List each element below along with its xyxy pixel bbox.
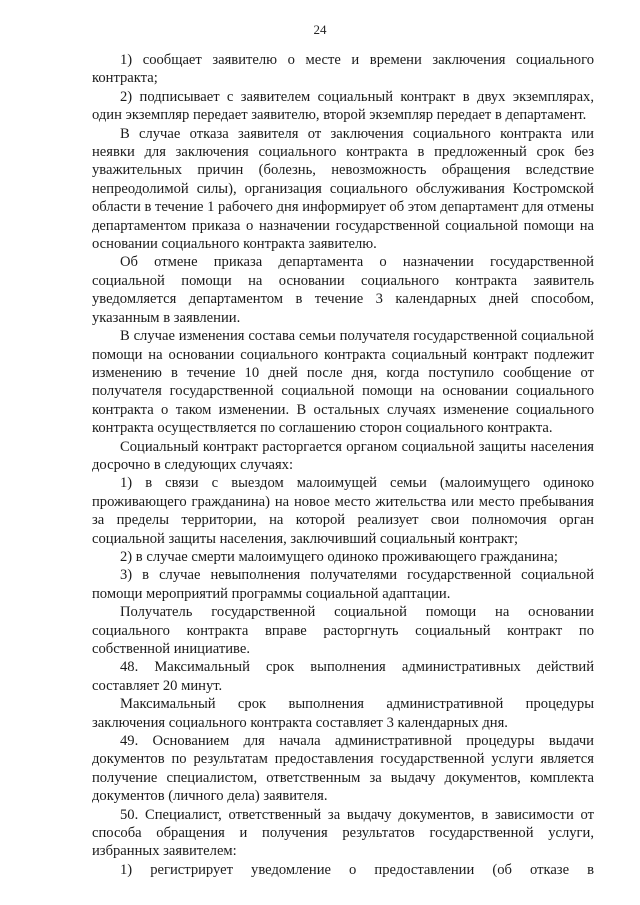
paragraph-3: В случае отказа заявителя от заключения социального контракта или неявки для заключения социального контракта в предложенный срок без уважительных причин (болезнь, невозможность обращения вследствие непреодолимой силы), организация социального обслуживания Костромской области в течение 1 рабочего дня информирует об этом департамент для отмены департаментом приказа о назначении государственной социальной помощи на основании социального контракта заявителю.: [92, 125, 594, 253]
paragraph-13: 49. Основанием для начала административной процедуры выдачи документов по результатам предоставления государственной услуги является получение специалистом, ответственным за выдачу документов, комплекта документов (личного дела) заявителя.: [92, 733, 594, 805]
paragraph-6: Социальный контракт расторгается органом социальной защиты населения досрочно в следующих случаях:: [92, 438, 594, 473]
paragraph-12: Максимальный срок выполнения административной процедуры заключения социального контракта составляет 3 календарных дня.: [92, 696, 594, 731]
paragraph-1: 1) сообщает заявителю о месте и времени заключения социального контракта;: [92, 52, 594, 87]
paragraph-8: 2) в случае смерти малоимущего одиноко проживающего гражданина;: [120, 548, 558, 565]
paragraph-7: 1) в связи с выездом малоимущей семьи (малоимущего одиноко проживающего гражданина) на новое место жительства или место пребывания за пределы территории, на которой реализует свои полномочия орган социальной защиты населения, заключивший социальный контракт;: [92, 475, 594, 547]
paragraph-15: 1) регистрирует уведомление о предоставлении (об отказе в: [120, 861, 594, 878]
page-number: 24: [313, 22, 327, 37]
paragraph-14: 50. Специалист, ответственный за выдачу документов, в зависимости от способа обращения и получения результатов государственной услуги, избранных заявителем:: [92, 806, 594, 860]
document-body: [92, 51, 594, 879]
paragraph-5: В случае изменения состава семьи получателя государственной социальной помощи на основании социального контракта социальный контракт подлежит изменению в течение 10 дней после дня, когда поступило сообщение от получателя государственной социальной помощи на основании социального контракта о таком изменении. В остальных случаях изменение социального контракта осуществляется по соглашению сторон социального контракта.: [92, 328, 594, 437]
paragraph-9: 3) в случае невыполнения получателями государственной социальной помощи мероприятий программы социальной адаптации.: [92, 567, 594, 602]
paragraph-11: 48. Максимальный срок выполнения административных действий составляет 20 минут.: [92, 659, 594, 694]
paragraph-2: 2) подписывает с заявителем социальный контракт в двух экземплярах, один экземпляр передает заявителю, второй экземпляр передает в департамент.: [92, 88, 594, 124]
paragraph-4: Об отмене приказа департамента о назначении государственной социальной помощи на основании социального контракта заявитель уведомляется департаментом в течение 3 календарных дней способом, указанным в заявлении.: [92, 254, 594, 326]
paragraph-10: Получатель государственной социальной помощи на основании социального контракта вправе расторгнуть социальный контракт по собственной инициативе.: [92, 604, 594, 657]
